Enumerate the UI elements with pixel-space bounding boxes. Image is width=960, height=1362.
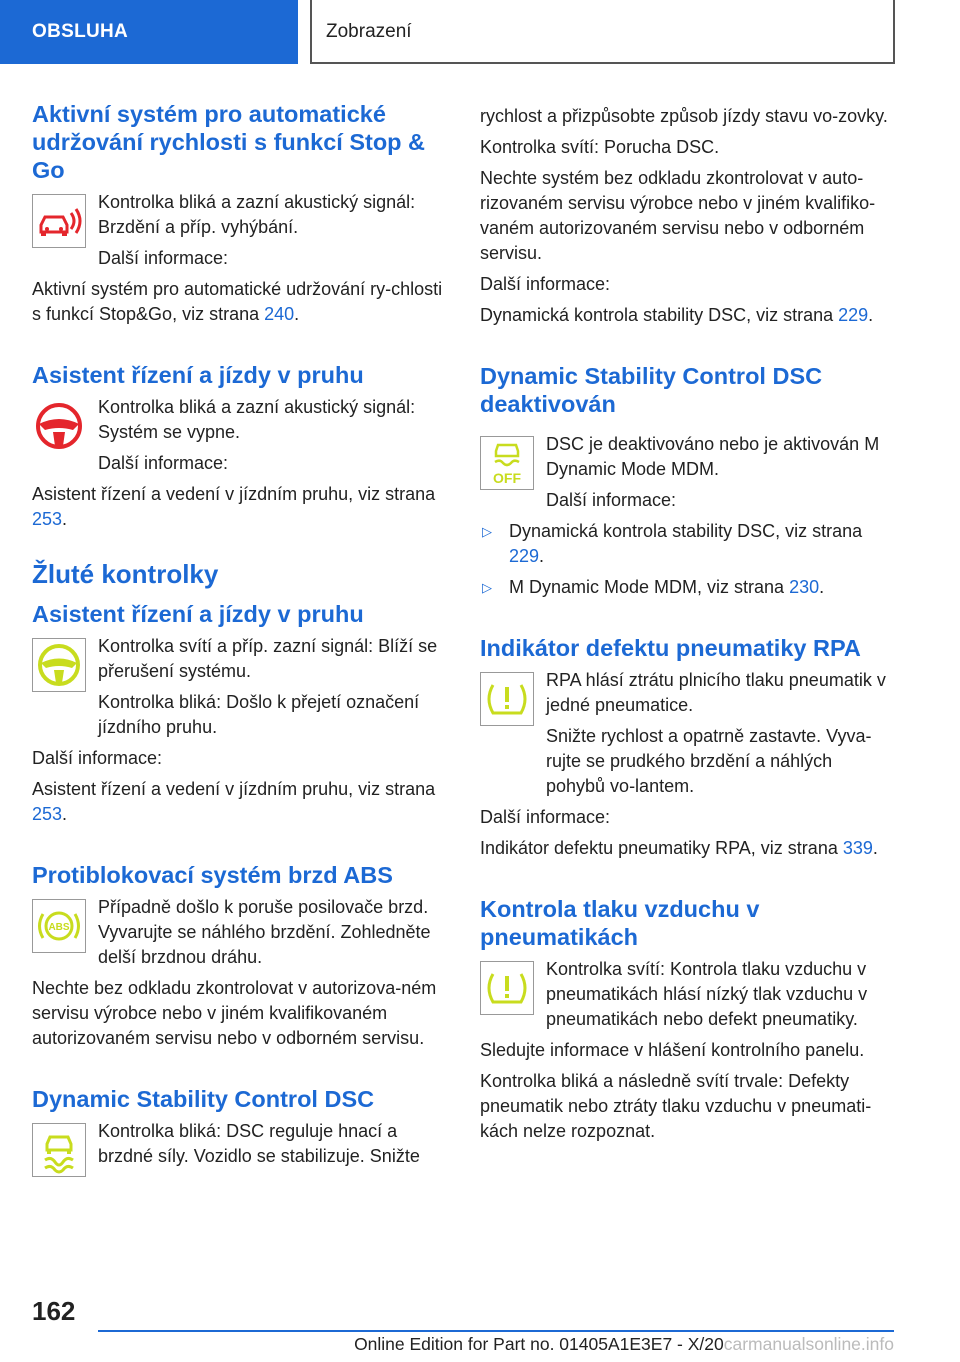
text: Další informace:	[32, 748, 163, 768]
text: Další informace:	[546, 490, 677, 510]
tire-pressure-warning-icon	[480, 672, 534, 726]
abs-warning-icon	[32, 899, 86, 953]
text: Kontrolka bliká a zazní akustický signál: Brzdění a příp. vyhýbání.	[98, 192, 416, 237]
heading-lane-assist-red: Asistent řízení a jízdy v pruhu	[32, 362, 364, 388]
dsc-off-icon	[480, 436, 534, 490]
section-tab: OBSLUHA	[0, 0, 298, 64]
block-lane-assist-yellow	[32, 634, 450, 740]
text: Případně došlo k poruše posilovače brzd. Vyvarujte se náhlého brzdění. Zohledněte delší brzdnou dráhu.	[98, 897, 431, 967]
heading-dsc-off: Dynamic Stability Control DSC deaktivován	[480, 363, 823, 417]
heading-acc-stop-go: Aktivní systém pro automatické udržování rychlosti s funkcí Stop & Go	[32, 101, 426, 183]
text: Snižte rychlost a opatrně zastavte. Vyva‐rujte se prudkého brzdění a náhlých pohybů vo‐lantem.	[546, 726, 872, 796]
list-item: ▷ M Dynamic Mode MDM, viz strana 230.	[480, 575, 896, 600]
text: Aktivní systém pro automatické udržování ry‐chlosti s funkcí Stop&Go, viz strana 240.	[32, 279, 443, 324]
text: Kontrolka bliká a následně svítí trvale: Defekty pneumatik nebo ztráty tlaku vzduchu v pneumati‐kách nelze rozpoznat.	[480, 1071, 872, 1141]
page-link[interactable]: 229	[509, 546, 540, 566]
footer-edition: Online Edition for Part no. 01405A1E3E7 - X/20carmanualsonline.info	[354, 1334, 894, 1354]
heading-yellow-lights: Žluté kontrolky	[32, 559, 219, 589]
left-column	[32, 100, 450, 1175]
triangle-bullet-icon: ▷	[482, 580, 492, 595]
block-dsc-off	[480, 432, 896, 513]
svg-text:OFF: OFF	[493, 470, 521, 486]
heading-rpa: Indikátor defektu pneumatiky RPA	[480, 635, 861, 661]
text: Kontrolka bliká: DSC reguluje hnací a brzdné síly. Vozidlo se stabilizuje. Snižte	[98, 1121, 420, 1166]
page-number: 162	[32, 1296, 76, 1326]
text: RPA hlásí ztrátu plnicího tlaku pneumatik v jedné pneumatice.	[546, 670, 886, 715]
text: Kontrolka svítí: Porucha DSC.	[480, 137, 720, 157]
heading-tire-pressure: Kontrola tlaku vzduchu v pneumatikách	[480, 896, 760, 950]
text: Kontrolka svítí: Kontrola tlaku vzduchu v pneumatikách hlásí nízký tlak vzduchu v pneumatikách nebo defekt pneumatiky.	[546, 959, 868, 1029]
red-collision-warning-icon	[32, 194, 86, 248]
svg-text:ABS: ABS	[48, 922, 70, 933]
triangle-bullet-icon: ▷	[482, 524, 492, 539]
text: Dynamická kontrola stability DSC, viz strana 229.	[480, 305, 874, 325]
page-link[interactable]: 253	[32, 509, 63, 529]
heading-lane-assist-yellow: Asistent řízení a jízdy v pruhu	[32, 601, 364, 627]
right-column	[480, 104, 896, 1150]
yellow-steering-wheel-icon	[32, 638, 86, 692]
dsc-skid-icon	[32, 1123, 86, 1177]
red-steering-wheel-icon	[32, 399, 86, 453]
page-link[interactable]: 253	[32, 804, 63, 824]
watermark: carmanualsonline.info	[723, 1334, 894, 1354]
heading-dsc: Dynamic Stability Control DSC	[32, 1086, 375, 1112]
text: Další informace:	[98, 248, 229, 268]
page-link[interactable]: 230	[789, 577, 820, 597]
page-link[interactable]: 229	[838, 305, 869, 325]
text: Další informace:	[480, 807, 611, 827]
page-link[interactable]: 240	[264, 304, 295, 324]
block-abs	[32, 895, 450, 970]
text: Indikátor defektu pneumatiky RPA, viz strana 339.	[480, 838, 878, 858]
heading-abs: Protiblokovací systém brzd ABS	[32, 862, 393, 888]
text: Nechte bez odkladu zkontrolovat v autorizova‐ném servisu výrobce nebo v jiném kvalifikovaném autorizovaném servisu nebo v odborném servisu.	[32, 978, 437, 1048]
block-dsc	[32, 1119, 450, 1169]
text: Nechte systém bez odkladu zkontrolovat v auto‐rizovaném servisu výrobce nebo v jiném kvalifiko‐vaném autorizovaném servisu nebo v odborném servisu.	[480, 168, 876, 263]
text: Další informace:	[480, 274, 611, 294]
block-lane-assist-red	[32, 395, 450, 476]
page-header-title: Zobrazení	[310, 0, 895, 64]
text: rychlost a přizpůsobte způsob jízdy stavu vo‐zovky.	[480, 106, 888, 126]
text: Další informace:	[98, 453, 229, 473]
block-rpa	[480, 668, 896, 799]
text: Kontrolka svítí a příp. zazní signál: Blíží se přerušení systému.	[98, 636, 438, 681]
block-acc-stop-go	[32, 190, 450, 271]
text: Asistent řízení a vedení v jízdním pruhu, viz strana 253.	[32, 779, 436, 824]
text: Asistent řízení a vedení v jízdním pruhu, viz strana 253.	[32, 484, 436, 529]
text: DSC je deaktivováno nebo je aktivován M Dynamic Mode MDM.	[546, 434, 880, 479]
text: Kontrolka bliká: Došlo k přejetí označení jízdního pruhu.	[98, 692, 420, 737]
page-link[interactable]: 339	[842, 838, 873, 858]
block-tire-pressure	[480, 957, 896, 1032]
text: Sledujte informace v hlášení kontrolního panelu.	[480, 1040, 865, 1060]
tire-pressure-icon	[480, 961, 534, 1015]
text: Kontrolka bliká a zazní akustický signál: Systém se vypne.	[98, 397, 416, 442]
list-item: ▷ Dynamická kontrola stability DSC, viz strana 229.	[482, 521, 863, 566]
footer-divider	[98, 1330, 894, 1332]
